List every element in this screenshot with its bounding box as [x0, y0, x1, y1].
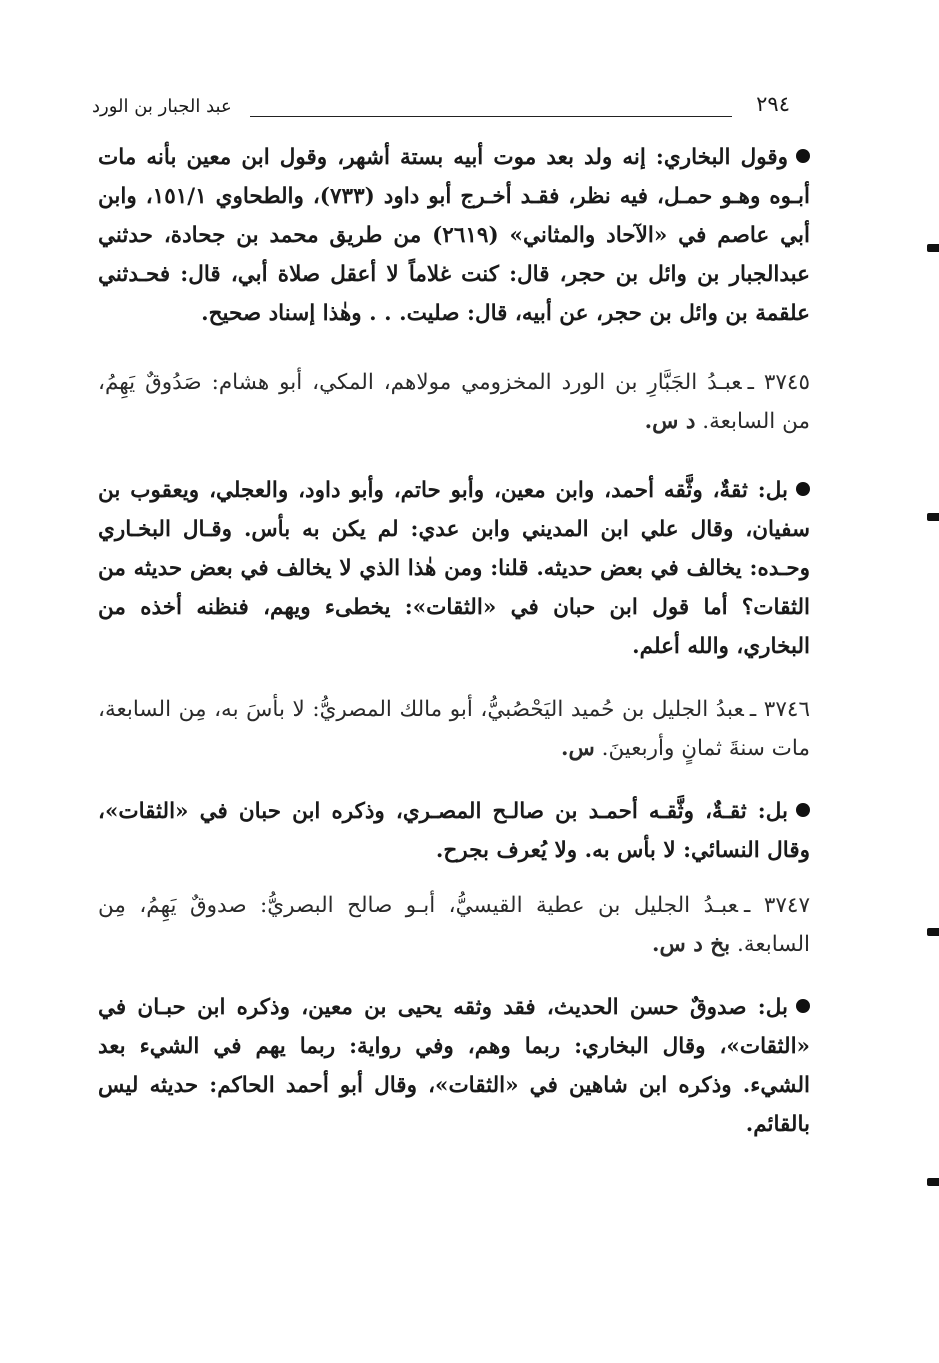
page-body: [98, 138, 810, 1144]
comment-text: بل: صدوقٌ حسن الحديث، فقد وثقه يحيى بن معين، وذكره ابن حبـان في «الثقات»، وقال البخاري: ربما وهم، وفي رواية: ربما يهم في الشيء بعد الشيء. وذكره ابن شاهين في «الثقات»، وقال أبو أحمد الحاكم: حديثه ليس بالقائم.: [98, 995, 810, 1137]
comment-paragraph: [98, 138, 810, 333]
entry-paragraph: [98, 690, 810, 768]
bullet-icon: [796, 482, 810, 496]
bullet-icon: [796, 803, 810, 817]
entry-paragraph: [98, 886, 810, 964]
page-header: [92, 92, 790, 126]
comment-paragraph: [98, 792, 810, 870]
entry-number: ٣٧٤٥ ـ: [747, 370, 811, 395]
entry-codes: س.: [561, 736, 595, 761]
running-title: عبد الجبار بن الورد: [92, 96, 232, 117]
entry-number: ٣٧٤٦ ـ: [749, 697, 810, 722]
comment-text: وقول البخاري: إنه ولد بعد موت أبيه بستة أشهر، وقول ابن معين بأنه مات أبـوه وهـو حمـل، فيه نظر، فقـد أخـرج أبو داود (٧٣٣)، والطحاوي ١٥١/١، وابن أبي عاصم في «الآحاد والمثاني» (٢٦١٩) من طريق محمد بن جحادة، حدثني عبدالجبار بن وائل بن حجر، قال: كنت غلاماً لا أعقل صلاة أبي، قال: فحـدثني علقمة بن وائل بن حجر، عن أبيه، قال: صليت. . . وهٰذا إسناد صحيح.: [98, 145, 811, 326]
margin-tick: [927, 1178, 939, 1186]
entry-codes: بخ د س.: [652, 932, 731, 957]
comment-paragraph: [98, 471, 810, 666]
margin-tick: [927, 928, 939, 936]
header-rule: [250, 116, 732, 117]
comment-text: بل: ثقـةٌ، وثَّقـه أحمـد بن صالـح المصـري، وذكره ابن حبان في «الثقات»، وقال النسائي: لا بأس به. ولا يُعرف بجرح.: [98, 799, 810, 863]
page-number: ٢٩٤: [756, 92, 790, 116]
comment-paragraph: [98, 988, 810, 1144]
margin-tick: [927, 513, 939, 521]
entry-text: عبـدُ الجَبَّارِ بن الورد المخزومي مولاهم، المكي، أبو هشام: صَدُوقٌ يَهِمُ، من السابعة.: [98, 370, 810, 434]
comment-text: بل: ثقةٌ، وثَّقه أحمد، وابن معين، وأبو حاتم، وأبو داود، والعجلي، ويعقوب بن سفيان، وقال علي ابن المديني وابن عدي: لم يكن به بأس. وقـال البخـاري وحـده: يخالف في بعض حديثه. قلنا: ومن هٰذا الذي لا يخالف في بعض حديثه من الثقات؟ أما قول ابن حبان في «الثقات»: يخطىء ويهم، فنظنه أخذه من البخاري، والله أعلم.: [98, 478, 810, 659]
entry-text: عبـدُ الجليل بن عطية القيسيُّ، أبـو صالح البصريُّ: صدوقٌ يَهِمُ، مِن السابعة.: [98, 893, 810, 957]
entry-text: عبدُ الجليل بن حُميد اليَحْصُبيُّ، أبو مالك المصريُّ: لا بأسَ به، مِن السابعة، مات سنةَ ثمانٍ وأربعينَ.: [98, 697, 810, 761]
bullet-icon: [796, 999, 810, 1013]
entry-paragraph: [98, 363, 810, 441]
margin-tick: [927, 244, 939, 252]
entry-number: ٣٧٤٧ ـ: [744, 893, 811, 918]
entry-codes: د س.: [644, 409, 696, 434]
bullet-icon: [796, 149, 810, 163]
